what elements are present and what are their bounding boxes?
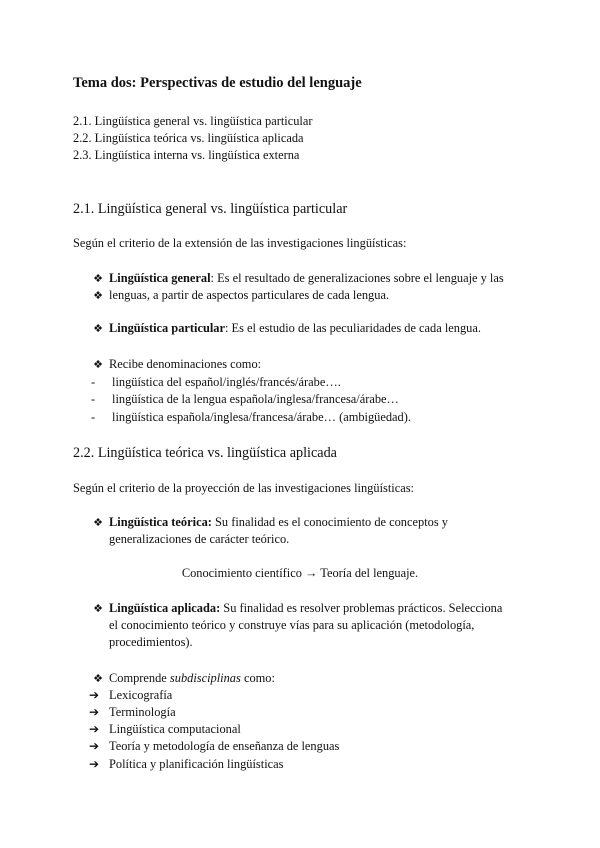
comprende-text: como: xyxy=(240,671,275,685)
toc-item: 2.2. Lingüística teórica vs. lingüística aplicada xyxy=(73,131,304,145)
definition-teorica xyxy=(109,514,448,531)
diamond-bullet-icon: ❖ xyxy=(93,322,103,335)
diamond-bullet-icon: ❖ xyxy=(93,289,103,302)
comprende-text: Comprende xyxy=(109,671,170,685)
definition-particular xyxy=(109,320,481,337)
list-item: lingüística de la lengua española/inglesa/francesa/árabe… xyxy=(112,392,399,406)
term-teorica: Lingüística teórica: xyxy=(109,515,212,529)
definition-text: Su finalidad es el conocimiento de conceptos y xyxy=(211,515,448,529)
diamond-bullet-icon: ❖ xyxy=(93,358,103,371)
definition-text: Su finalidad es resolver problemas prácticos. Selecciona xyxy=(220,601,503,615)
dash-bullet: - xyxy=(91,410,96,424)
list-item: Terminología xyxy=(109,705,176,719)
diamond-bullet-icon: ❖ xyxy=(93,602,103,615)
list-item: Política y planificación lingüísticas xyxy=(109,757,284,771)
dash-bullet: - xyxy=(91,392,96,406)
definition-teorica-cont: generalizaciones de carácter teórico. xyxy=(109,532,290,546)
list-item: lingüística española/inglesa/francesa/árabe… (ambigüedad). xyxy=(112,410,411,424)
section-heading-2-1: 2.1. Lingüística general vs. lingüística particular xyxy=(73,201,348,217)
arrow-bullet-icon: ➔ xyxy=(89,705,100,719)
toc-item: 2.3. Lingüística interna vs. lingüística externa xyxy=(73,148,300,162)
definition-text: : Es el estudio de las peculiaridades de cada lengua. xyxy=(225,321,481,335)
formula-line: Conocimiento científico → Teoría del lenguaje. xyxy=(181,566,419,580)
definition-aplicada-cont: el conocimiento teórico y construye vías para su aplicación (metodología, xyxy=(109,618,475,632)
comprende-label xyxy=(109,670,275,687)
diamond-bullet-icon: ❖ xyxy=(93,516,103,529)
list-item: Teoría y metodología de enseñanza de lenguas xyxy=(109,739,340,753)
arrow-bullet-icon: ➔ xyxy=(89,757,100,771)
term-aplicada: Lingüística aplicada: xyxy=(109,601,221,615)
definition-aplicada-cont: procedimientos). xyxy=(109,635,193,649)
list-item: Lingüística computacional xyxy=(109,722,241,736)
section-intro: Según el criterio de la extensión de las investigaciones lingüísticas: xyxy=(73,236,407,250)
list-item: lingüística del español/inglés/francés/árabe…. xyxy=(112,375,341,389)
page-title: Tema dos: Perspectivas de estudio del lenguaje xyxy=(73,75,362,91)
arrow-bullet-icon: ➔ xyxy=(89,722,100,736)
denominaciones-label: Recibe denominaciones como: xyxy=(109,357,262,371)
definition-general xyxy=(109,270,504,287)
list-item: Lexicografía xyxy=(109,688,173,702)
diamond-bullet-icon: ❖ xyxy=(93,272,103,285)
toc-item: 2.1. Lingüística general vs. lingüística particular xyxy=(73,114,313,128)
comprende-emphasis: subdisciplinas xyxy=(169,671,241,685)
arrow-bullet-icon: ➔ xyxy=(89,688,100,702)
definition-text: : Es el resultado de generalizaciones sobre el lenguaje y las xyxy=(210,271,504,285)
section-intro: Según el criterio de la proyección de las investigaciones lingüísticas: xyxy=(73,481,414,495)
arrow-bullet-icon: ➔ xyxy=(89,739,100,753)
definition-aplicada xyxy=(109,600,502,617)
term-general: Lingüística general xyxy=(109,271,211,285)
section-heading-2-2: 2.2. Lingüística teórica vs. lingüística aplicada xyxy=(73,445,337,461)
definition-general-cont: lenguas, a partir de aspectos particulares de cada lengua. xyxy=(109,288,390,302)
diamond-bullet-icon: ❖ xyxy=(93,672,103,685)
dash-bullet: - xyxy=(91,375,96,389)
term-particular: Lingüística particular xyxy=(109,321,225,335)
